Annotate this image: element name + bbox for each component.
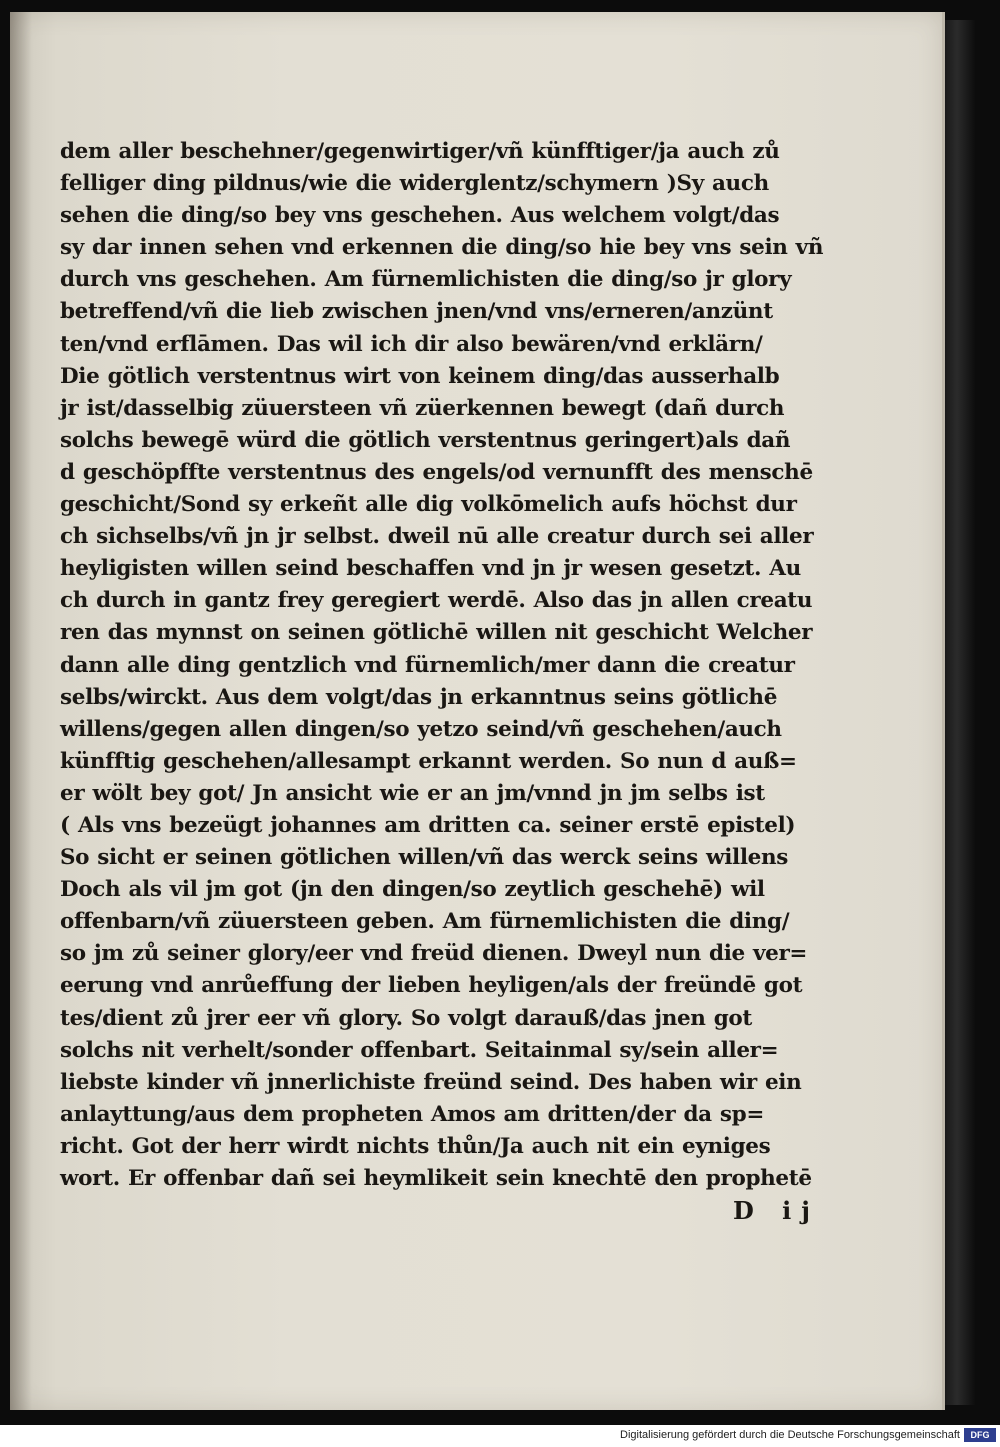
text-line: ren das mynnst on seinen götlichē willen nit geschicht Welcher bbox=[60, 620, 813, 646]
text-line: ( Als vns bezeügt johannes am dritten ca. seiner erstē epistel) bbox=[60, 812, 796, 838]
text-line: ch sichselbs/vñ jn jr selbst. dweil nū alle creatur durch sei aller bbox=[60, 524, 814, 550]
footer-bar bbox=[0, 1425, 1000, 1447]
text-line: durch vns geschehen. Am fürnemlichisten die ding/so jr glory bbox=[60, 267, 792, 293]
text-line: Doch als vil jm got (jn den dingen/so zeytlich geschehē) wil bbox=[60, 877, 765, 903]
text-line: betreffend/vñ die lieb zwischen jnen/vnd vns/erneren/anzünt bbox=[60, 299, 773, 325]
spine-shadow bbox=[10, 12, 32, 1410]
text-line: felliger ding pildnus/wie die widerglentz/schymern )Sy auch bbox=[60, 171, 769, 197]
text-line: richt. Got der herr wirdt nichts thůn/Ja auch nit ein eyniges bbox=[60, 1133, 771, 1159]
text-line: solchs nit verhelt/sonder offenbart. Seitainmal sy/sein aller= bbox=[60, 1037, 779, 1063]
text-line: dem aller beschehner/gegenwirtiger/vñ künfftiger/ja auch zů bbox=[60, 139, 780, 164]
text-line: ten/vnd erflāmen. Das wil ich dir also bewären/vnd erklärn/ bbox=[60, 331, 763, 357]
text-line: solchs bewegē würd die götlich verstentnus geringert)als dañ bbox=[60, 427, 791, 453]
text-line: eerung vnd anrůeffung der lieben heyligen/als der freündē got bbox=[60, 973, 803, 999]
text-line: sehen die ding/so bey vns geschehen. Aus welchem volgt/das bbox=[60, 203, 780, 229]
text-line: wort. Er offenbar dañ sei heymlikeit sein knechtē den prophetē bbox=[60, 1166, 812, 1191]
text-line: so jm zů seiner glory/eer vnd freüd dienen. Dweyl nun die ver= bbox=[60, 941, 808, 967]
text-line: offenbarn/vñ züuersteen geben. Am fürnemlichisten die ding/ bbox=[60, 909, 790, 935]
signature-mark: D ij bbox=[733, 1196, 820, 1225]
text-line: heyligisten willen seind beschaffen vnd jn jr wesen gesetzt. Au bbox=[60, 556, 801, 582]
text-line: d geschöpffte verstentnus des engels/od vernunfft des menschē bbox=[60, 459, 813, 485]
funding-credit: Digitalisierung gefördert durch die Deutsche Forschungsgemeinschaft bbox=[620, 1429, 960, 1441]
text-line: liebste kinder vñ jnnerlichiste freünd seind. Des haben wir ein bbox=[60, 1069, 802, 1095]
text-line: er wölt bey got/ Jn ansicht wie er an jm/vnnd jn jm selbs ist bbox=[60, 780, 765, 806]
text-line: willens/gegen allen dingen/so yetzo seind/vñ geschehen/auch bbox=[60, 716, 782, 742]
text-line: geschicht/Sond sy erkeñt alle dig volkōmelich aufs höchst dur bbox=[60, 492, 797, 518]
text-line: So sicht er seinen götlichen willen/vñ das werck seins willens bbox=[60, 845, 789, 871]
text-line: anlayttung/aus dem propheten Amos am dritten/der da sp= bbox=[60, 1101, 764, 1127]
text-line: tes/dient zů jrer eer vñ glory. So volgt darauß/das jnen got bbox=[60, 1005, 752, 1031]
text-line: Die götlich verstentnus wirt von keinem ding/das ausserhalb bbox=[60, 363, 780, 389]
text-line: sy dar innen sehen vnd erkennen die ding/so hie bey vns sein vñ bbox=[60, 235, 824, 261]
text-line: selbs/wirckt. Aus dem volgt/das jn erkanntnus seins götlichē bbox=[60, 684, 778, 710]
text-line: dann alle ding gentzlich vnd fürnemlich/mer dann die creatur bbox=[60, 652, 795, 678]
dfg-logo-icon: DFG bbox=[964, 1428, 996, 1442]
page-edge bbox=[945, 20, 975, 1405]
text-line: jr ist/dasselbig züuersteen vñ züerkennen bewegt (dañ durch bbox=[60, 395, 785, 421]
blackletter-text-block bbox=[60, 136, 824, 1195]
text-line: künfftig geschehen/allesampt erkannt werden. So nun d auß= bbox=[60, 748, 797, 774]
text-line: ch durch in gantz frey geregiert werdē. Also das jn allen creatu bbox=[60, 588, 813, 614]
